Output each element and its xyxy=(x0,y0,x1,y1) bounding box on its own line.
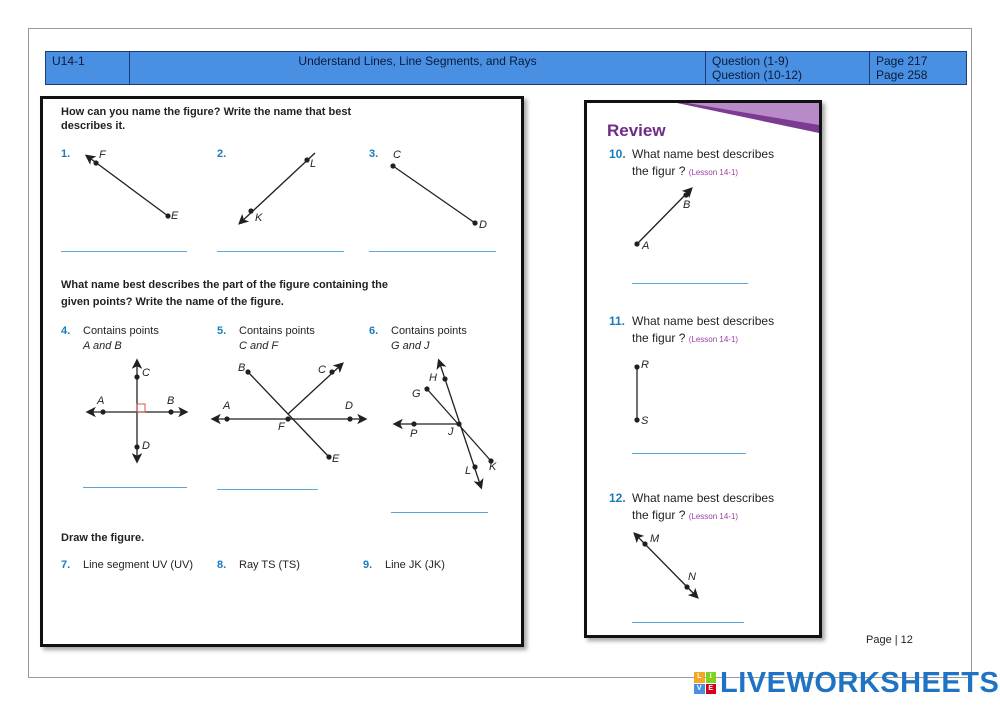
q11-number: 11. xyxy=(609,314,626,328)
header-bar xyxy=(45,51,967,85)
q5-label-e: E xyxy=(332,453,340,465)
liveworksheets-logo[interactable] xyxy=(694,667,999,699)
q11-line1: What name best describes xyxy=(632,314,775,328)
q10-answer-line[interactable] xyxy=(632,283,748,284)
question-range-2: Question (10-12) xyxy=(712,68,803,82)
question-range xyxy=(706,52,870,84)
q6-answer-line[interactable] xyxy=(391,512,488,513)
q3-point-c xyxy=(390,163,395,168)
q4-label-b: B xyxy=(167,395,175,407)
q5-label-a: A xyxy=(223,400,231,412)
q6-text-2: G and J xyxy=(391,340,430,352)
q5-label-c: C xyxy=(318,364,326,376)
q2-figure xyxy=(240,153,315,223)
q5-number: 5. xyxy=(217,325,227,337)
q11-lesson: (Lesson 14-1) xyxy=(688,335,739,344)
q6-label-g: G xyxy=(412,388,421,400)
q1-label-e: E xyxy=(171,210,179,222)
q4-answer-line[interactable] xyxy=(83,487,187,488)
q5-figure xyxy=(213,364,365,460)
q8-text: Ray TS (TS) xyxy=(239,559,300,571)
review-panel xyxy=(584,100,822,638)
q1-point-e xyxy=(165,213,170,218)
page-reference-2: Page 258 xyxy=(876,68,928,82)
q10-line2: the figur ? (Lesson 14-1) xyxy=(632,164,739,178)
review-canvas xyxy=(587,103,819,635)
q6-label-h: H xyxy=(429,372,437,384)
q2-point-l xyxy=(304,157,309,162)
q4-label-c: C xyxy=(142,367,150,379)
q6-label-k: K xyxy=(489,461,497,473)
q2-number: 2. xyxy=(217,148,227,160)
q7-number: 7. xyxy=(61,559,71,571)
q1-point-f xyxy=(93,160,98,165)
q1-label-f: F xyxy=(99,149,106,161)
section1-instruction-1: How can you name the figure? Write the name that best xyxy=(61,106,352,118)
q6-figure xyxy=(395,361,497,487)
q9-number: 9. xyxy=(363,559,373,571)
q3-number: 3. xyxy=(369,148,379,160)
q12-label-m: M xyxy=(650,533,660,545)
q3-answer-line[interactable] xyxy=(369,251,496,252)
worksheet-panel xyxy=(40,96,524,647)
q1-answer-line[interactable] xyxy=(61,251,187,252)
q4-label-d: D xyxy=(142,440,150,452)
q12-line2: the figur ? (Lesson 14-1) xyxy=(632,508,739,522)
q1-ray xyxy=(87,156,168,216)
q12-label-n: N xyxy=(688,571,696,583)
q5-answer-line[interactable] xyxy=(217,489,318,490)
q1-number: 1. xyxy=(61,148,71,160)
q4-text-2: A and B xyxy=(83,340,122,352)
q10-ray xyxy=(637,189,691,244)
q12-lesson: (Lesson 14-1) xyxy=(688,512,739,521)
q6-label-l: L xyxy=(465,465,472,477)
q6-label-j: J xyxy=(448,426,454,438)
lesson-title: Understand Lines, Line Segments, and Rays xyxy=(130,52,706,84)
review-title: Review xyxy=(607,121,666,140)
page-reference-1: Page 217 xyxy=(876,54,928,68)
q10-lesson: (Lesson 14-1) xyxy=(688,168,739,177)
q10-label-a: A xyxy=(642,240,650,252)
q3-segment xyxy=(393,166,475,223)
q6-text-1: Contains points xyxy=(391,325,467,337)
q11-label-s: S xyxy=(641,415,649,427)
section3-instruction: Draw the figure. xyxy=(61,532,145,544)
q2-point-k xyxy=(248,208,253,213)
q3-label-c: C xyxy=(393,149,401,161)
q1-figure xyxy=(87,156,171,219)
q5-line-be xyxy=(248,372,329,457)
q11-line2: the figur ? (Lesson 14-1) xyxy=(632,331,739,345)
q2-label-k: K xyxy=(255,212,263,224)
question-range-1: Question (1-9) xyxy=(712,54,789,68)
q4-text-1: Contains points xyxy=(83,325,159,337)
q12-answer-line[interactable] xyxy=(632,622,744,623)
q8-number: 8. xyxy=(217,559,227,571)
q10-line1: What name best describes xyxy=(632,147,775,161)
section2-instruction-1: What name best describes the part of the figure containing the xyxy=(61,279,388,291)
q4-number: 4. xyxy=(61,325,71,337)
q10-label-b: B xyxy=(683,199,691,211)
section2-instruction-2: given points? Write the name of the figure. xyxy=(61,296,284,308)
q4-figure xyxy=(88,361,186,461)
brand-grid-icon: L I V E xyxy=(694,672,716,694)
q3-figure xyxy=(390,163,477,225)
q5-label-d: D xyxy=(345,400,353,412)
section1-instruction-2: describes it. xyxy=(61,120,126,132)
q6-number: 6. xyxy=(369,325,379,337)
q3-label-d: D xyxy=(479,219,487,231)
q4-right-angle xyxy=(137,404,145,412)
q5-text-2: C and F xyxy=(239,340,279,352)
q11-answer-line[interactable] xyxy=(632,453,746,454)
q6-label-p: P xyxy=(410,428,418,440)
q12-number: 12. xyxy=(609,491,626,505)
q2-label-l: L xyxy=(310,158,317,170)
q10-number: 10. xyxy=(609,147,626,161)
unit-code: U14-1 xyxy=(46,52,130,84)
q11-label-r: R xyxy=(641,359,649,371)
q9-text: Line JK (JK) xyxy=(385,559,445,571)
q3-point-d xyxy=(472,220,477,225)
q12-line1: What name best describes xyxy=(632,491,775,505)
page-number: Page | 12 xyxy=(866,634,913,646)
q2-answer-line[interactable] xyxy=(217,251,344,252)
q5-text-1: Contains points xyxy=(239,325,315,337)
q4-label-a: A xyxy=(97,395,105,407)
q5-label-f: F xyxy=(278,421,285,433)
q5-label-b: B xyxy=(238,362,246,374)
page-reference xyxy=(870,52,966,84)
brand-text: LIVEWORKSHEETS xyxy=(720,666,1000,699)
q7-text: Line segment UV (UV) xyxy=(83,559,194,571)
